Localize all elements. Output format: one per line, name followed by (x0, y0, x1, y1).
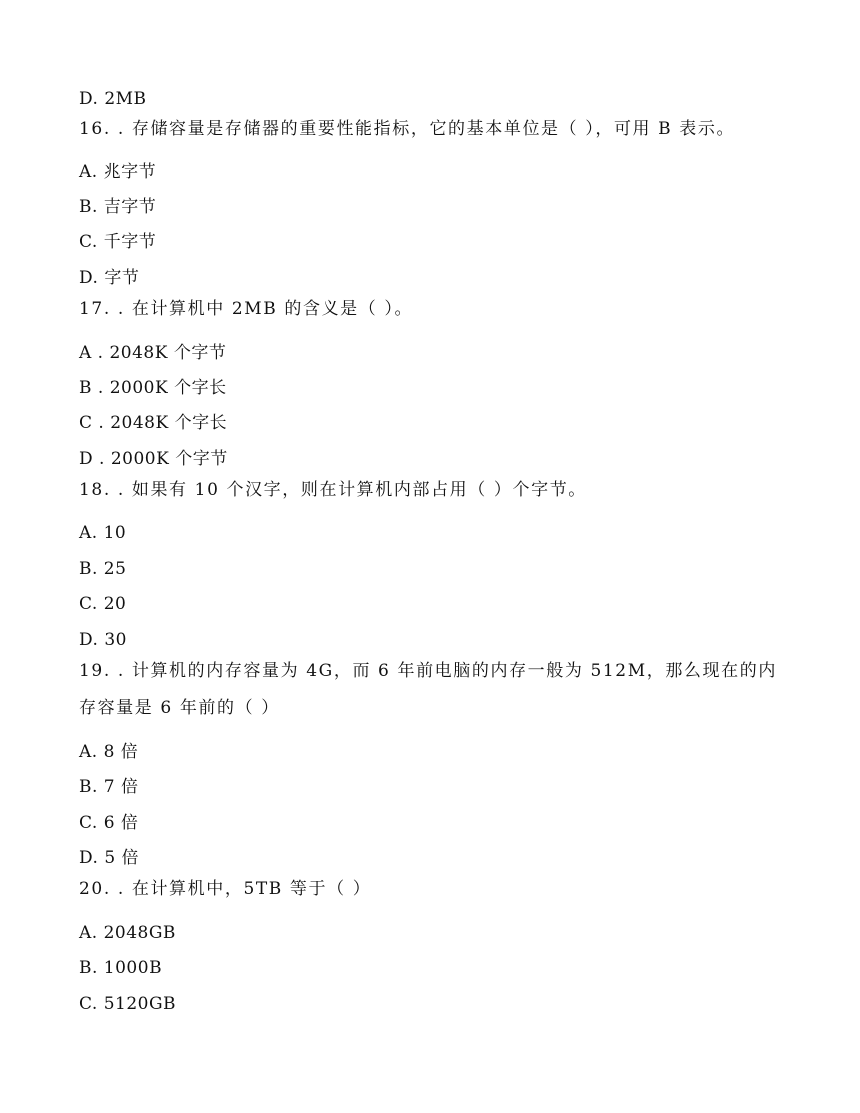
option-line: A . 2048K 个字节 (79, 343, 227, 363)
option-line: B . 2000K 个字长 (79, 378, 227, 398)
question-line: 17. . 在计算机中 2MB 的含义是（ ）。 (79, 299, 414, 319)
question-line: 18. . 如果有 10 个汉字，则在计算机内部占用（ ）个字节。 (79, 480, 587, 500)
option-line: B. 1000B (79, 958, 163, 978)
option-line: A. 8 倍 (79, 742, 139, 762)
option-line: C. 5120GB (79, 994, 177, 1014)
option-line: D. 30 (79, 630, 127, 650)
option-line: C . 2048K 个字长 (79, 413, 228, 433)
question-line: 16. . 存储容量是存储器的重要性能指标，它的基本单位是（ ），可用 B 表示。 (79, 119, 736, 139)
question-line: 存容量是 6 年前的（ ） (79, 698, 280, 718)
option-line: C. 20 (79, 594, 127, 614)
option-line: D. 2MB (79, 89, 147, 109)
option-line: D . 2000K 个字节 (79, 449, 228, 469)
option-line: A. 2048GB (79, 923, 176, 943)
option-line: D. 字节 (79, 268, 140, 288)
option-line: B. 吉字节 (79, 197, 157, 217)
option-line: D. 5 倍 (79, 848, 140, 868)
option-line: C. 千字节 (79, 232, 157, 252)
option-line: B. 7 倍 (79, 777, 139, 797)
option-line: A. 兆字节 (79, 162, 157, 182)
option-line: B. 25 (79, 559, 127, 579)
option-line: C. 6 倍 (79, 813, 139, 833)
option-line: A. 10 (79, 523, 127, 543)
question-line: 20. . 在计算机中，5TB 等于（ ） (79, 879, 372, 899)
question-line: 19. . 计算机的内存容量为 4G，而 6 年前电脑的内存一般为 512M，那么现在的内 (79, 661, 777, 681)
